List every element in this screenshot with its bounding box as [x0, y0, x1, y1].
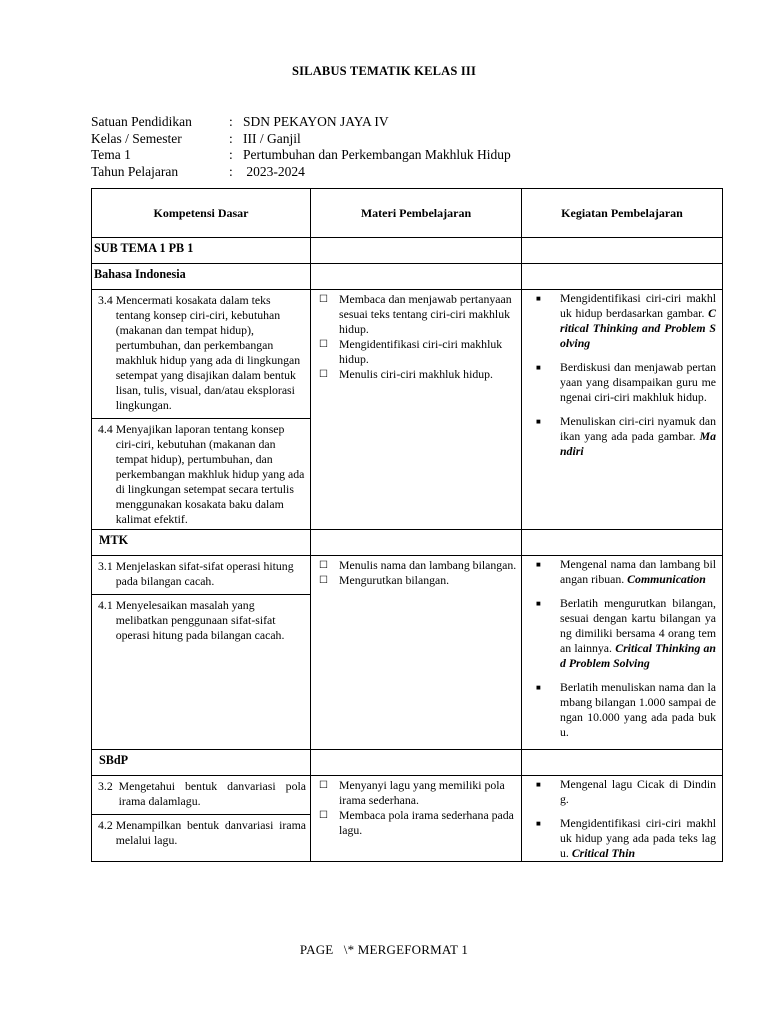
empty-cell [522, 238, 723, 264]
kd-number: 4.4 [98, 422, 116, 436]
column-header: Kegiatan Pembelajaran [522, 189, 723, 238]
materi-item [319, 778, 517, 808]
checkbox-icon: ☐ [319, 780, 328, 791]
kd-item [92, 594, 310, 645]
meta-row [91, 147, 511, 164]
meta-value: III / Ganjil [243, 130, 301, 146]
materi-item [319, 573, 517, 588]
kegiatan-item [536, 596, 716, 671]
meta-key: Tahun Pelajaran [91, 163, 179, 179]
meta-value: 2023-2024 [243, 163, 305, 179]
checkbox-icon: ☐ [319, 810, 328, 821]
empty-cell [522, 750, 723, 776]
square-bullet-icon: ■ [536, 417, 541, 426]
kegiatan-list [522, 776, 722, 861]
square-bullet-icon: ■ [536, 599, 541, 608]
kegiatan-cell [522, 290, 723, 530]
materi-list [311, 776, 521, 838]
kd-item [92, 556, 310, 591]
meta-key: Kelas / Semester [91, 130, 182, 146]
kegiatan-text: Berlatih menuliskan nama dan lambang bilangan 1.000 sampai dengan 10.000 yang ada pada buku. [560, 680, 716, 739]
empty-cell [522, 264, 723, 290]
page-title: SILABUS TEMATIK KELAS III [291, 64, 477, 78]
column-header: Materi Pembelajaran [311, 189, 522, 238]
kegiatan-list [522, 290, 722, 459]
square-bullet-icon: ■ [536, 819, 541, 828]
square-bullet-icon: ■ [536, 560, 541, 569]
square-bullet-icon: ■ [536, 780, 541, 789]
kegiatan-text: Berlatih mengurutkan bilangan, sesuai dengan kartu bilangan yang dimiliki bersama 4 orang teman lainnya. Critical Thinking and Problem Solving [560, 596, 716, 670]
section-label: MTK [92, 530, 311, 556]
empty-cell [311, 238, 522, 264]
kegiatan-text: Berdiskusi dan menjawab pertanyaan yang disampaikan guru mengenai ciri-ciri makhluk hidup. [560, 360, 716, 404]
kegiatan-item [536, 414, 716, 459]
materi-list [311, 290, 521, 382]
kd-number: 3.1 [98, 559, 116, 573]
meta-row [91, 114, 511, 131]
section-label: Bahasa Indonesia [92, 264, 311, 290]
table-header-row [92, 189, 723, 238]
materi-cell [311, 776, 522, 862]
content-row [92, 290, 723, 530]
materi-text: Membaca pola irama sederhana pada lagu. [339, 808, 514, 837]
kegiatan-text: Mengenal lagu Cicak di Dinding. [560, 777, 716, 806]
meta-colon: : [229, 147, 233, 162]
kd-number: 4.2 [98, 818, 116, 832]
kd-item [92, 814, 310, 850]
materi-item [319, 337, 517, 367]
empty-cell [311, 750, 522, 776]
kegiatan-item [536, 557, 716, 587]
meta-value: Pertumbuhan dan Perkembangan Makhluk Hidup [243, 147, 511, 162]
kd-item [92, 776, 310, 811]
empty-cell [522, 530, 723, 556]
meta-value: SDN PEKAYON JAYA IV [243, 114, 389, 129]
kd-text: Mengetahui bentuk danvariasi pola irama dalamlagu. [118, 779, 306, 808]
meta-colon: : [229, 114, 233, 129]
kegiatan-item [536, 360, 716, 405]
content-row [92, 556, 723, 750]
section-row [92, 530, 723, 556]
materi-text: Menyanyi lagu yang memiliki pola irama sederhana. [339, 778, 505, 807]
checkbox-icon: ☐ [319, 339, 328, 350]
document-meta [91, 114, 511, 180]
kd-cell [92, 290, 311, 530]
kegiatan-item [536, 680, 716, 740]
empty-cell [311, 264, 522, 290]
kegiatan-cell [522, 556, 723, 750]
kegiatan-list [522, 556, 722, 740]
kegiatan-cell [522, 776, 723, 862]
empty-cell [311, 530, 522, 556]
kd-text: Menjelaskan sifat-sifat operasi hitung pada bilangan cacah. [115, 559, 294, 588]
materi-item [319, 367, 517, 382]
materi-text: Mengurutkan bilangan. [339, 573, 450, 587]
checkbox-icon: ☐ [319, 560, 328, 571]
materi-text: Mengidentifikasi ciri-ciri makhluk hidup. [339, 337, 503, 366]
materi-text: Menulis nama dan lambang bilangan. [339, 558, 517, 572]
meta-row [91, 131, 511, 148]
section-label: SBdP [92, 750, 311, 776]
kd-text: Menyelesaikan masalah yang melibatkan penggunaan sifat-sifat operasi hitung pada bilangan cacah. [115, 598, 285, 642]
kd-item [92, 290, 310, 415]
materi-cell [311, 556, 522, 750]
kd-cell [92, 556, 311, 750]
square-bullet-icon: ■ [536, 683, 541, 692]
page-footer: PAGE \* MERGEFORMAT 1 [299, 942, 469, 957]
subtema-row [92, 238, 723, 264]
meta-key: Satuan Pendidikan [91, 114, 192, 129]
kd-text: Mencermati kosakata dalam teks tentang konsep ciri-ciri, kebutuhan (makanan dan tempat hidup), pertumbuhan, dan perkembangan makhluk hidup yang ada di lingkungan setempat yang disajikan dalam bentuk lisan, tulis, visual, dan/atau eksplorasi lingkungan. [115, 293, 301, 412]
meta-colon: : [229, 163, 233, 179]
checkbox-icon: ☐ [319, 369, 328, 380]
kegiatan-text: Mengenal nama dan lambang bilangan ribuan. Communication [560, 557, 716, 586]
kd-number: 3.2 [98, 779, 119, 793]
section-row [92, 264, 723, 290]
column-header: Kompetensi Dasar [92, 189, 311, 238]
kd-text: Menampilkan bentuk danvariasi irama melalui lagu. [115, 818, 306, 847]
materi-cell [311, 290, 522, 530]
meta-row [91, 164, 511, 181]
checkbox-icon: ☐ [319, 575, 328, 586]
subtema-label: SUB TEMA 1 PB 1 [92, 238, 311, 264]
kegiatan-item [536, 816, 716, 861]
materi-item [319, 292, 517, 337]
kd-number: 3.4 [98, 293, 116, 307]
kd-text: Menyajikan laporan tentang konsep ciri-ciri, kebutuhan (makanan dan tempat hidup), pertumbuhan, dan perkembangan makhluk hidup yang ada di lingkungan setempat secara tertulis menggunakan kosakata baku dalam kalimat efektif. [115, 422, 305, 526]
materi-text: Menulis ciri-ciri makhluk hidup. [339, 367, 493, 381]
kegiatan-item [536, 777, 716, 807]
kd-cell [92, 776, 311, 862]
kegiatan-text: Menuliskan ciri-ciri nyamuk dan ikan yang ada pada gambar. Mandiri [560, 414, 716, 458]
square-bullet-icon: ■ [536, 294, 541, 303]
content-row [92, 776, 723, 862]
kd-number: 4.1 [98, 598, 116, 612]
section-row [92, 750, 723, 776]
materi-item [319, 808, 517, 838]
syllabus-table [91, 188, 723, 862]
kegiatan-item [536, 291, 716, 351]
square-bullet-icon: ■ [536, 363, 541, 372]
meta-key: Tema 1 [91, 147, 131, 162]
meta-colon: : [229, 130, 233, 146]
materi-item [319, 558, 517, 573]
kd-item [92, 418, 310, 529]
kegiatan-text: Mengidentifikasi ciri-ciri makhluk hidup berdasarkan gambar. Critical Thinking and Problem Solving [560, 291, 716, 350]
checkbox-icon: ☐ [319, 294, 328, 305]
materi-text: Membaca dan menjawab pertanyaan sesuai teks tentang ciri-ciri makhluk hidup. [339, 292, 512, 336]
materi-list [311, 556, 521, 588]
kegiatan-text: Mengidentifikasi ciri-ciri makhluk hidup yang ada pada teks lagu. Critical Thin [560, 816, 716, 860]
